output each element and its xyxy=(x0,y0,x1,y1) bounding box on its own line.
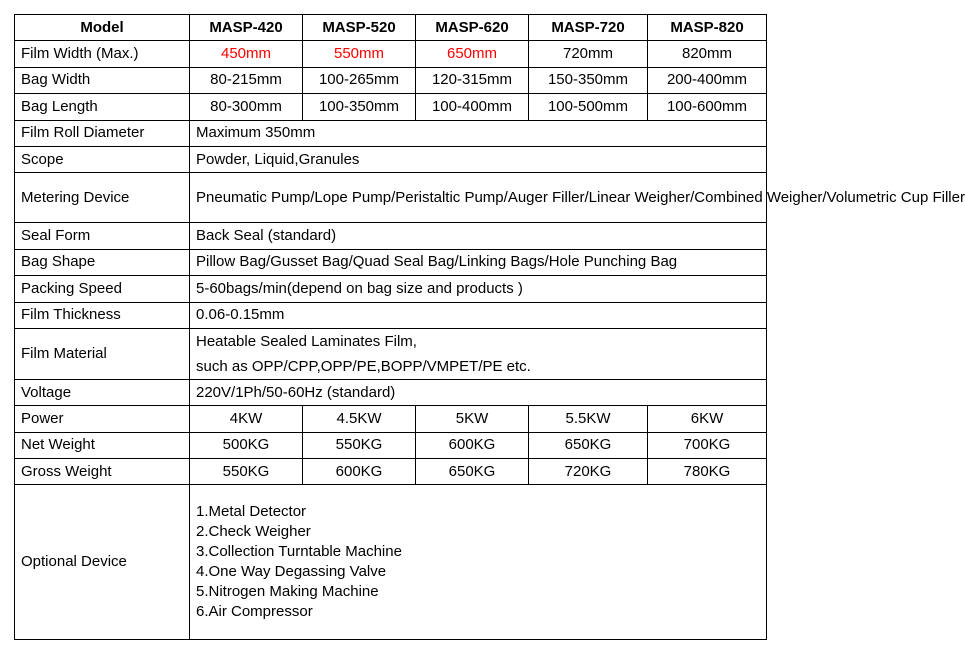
cell-value: 100-600mm xyxy=(648,94,767,120)
row-label: Film Thickness xyxy=(15,302,190,328)
list-item: 3.Collection Turntable Machine xyxy=(196,543,402,561)
film-width-row xyxy=(15,41,767,67)
cell-value: 600KG xyxy=(416,432,529,458)
model-name: MASP-820 xyxy=(648,15,767,41)
scope-row xyxy=(15,146,767,172)
model-name: MASP-520 xyxy=(303,15,416,41)
row-label: Gross Weight xyxy=(15,459,190,485)
film-material-row xyxy=(15,328,767,379)
packing-speed-row xyxy=(15,276,767,302)
cell-value: 80-300mm xyxy=(190,94,303,120)
spec-table xyxy=(14,14,965,640)
row-label: Scope xyxy=(15,146,190,172)
cell-value: 100-500mm xyxy=(529,94,648,120)
metering-device-row xyxy=(15,173,767,223)
cell-value xyxy=(190,328,767,379)
header-row xyxy=(15,15,767,41)
cell-value: 600KG xyxy=(303,459,416,485)
bag-width-row xyxy=(15,67,767,93)
row-label: Metering Device xyxy=(15,173,190,223)
row-label: Net Weight xyxy=(15,432,190,458)
cell-value: 820mm xyxy=(648,41,767,67)
cell-value: 120-315mm xyxy=(416,67,529,93)
cell-value: 450mm xyxy=(190,41,303,67)
cell-value: Pillow Bag/Gusset Bag/Quad Seal Bag/Linking Bags/Hole Punching Bag xyxy=(190,249,767,275)
row-label: Film Material xyxy=(15,328,190,379)
row-label: Bag Length xyxy=(15,94,190,120)
list-item: 4.One Way Degassing Valve xyxy=(196,563,387,581)
cell-value: 650mm xyxy=(416,41,529,67)
cell-value: 700KG xyxy=(648,432,767,458)
cell-value: 500KG xyxy=(190,432,303,458)
row-label: Bag Width xyxy=(15,67,190,93)
cell-value: 100-265mm xyxy=(303,67,416,93)
cell-value: 0.06-0.15mm xyxy=(190,302,767,328)
optional-device-list xyxy=(190,485,767,640)
cell-value: 550mm xyxy=(303,41,416,67)
model-name: MASP-720 xyxy=(529,15,648,41)
cell-value: 650KG xyxy=(416,459,529,485)
cell-value: 720mm xyxy=(529,41,648,67)
list-item: 2.Check Weigher xyxy=(196,523,311,541)
cell-value: 650KG xyxy=(529,432,648,458)
cell-value: Powder, Liquid,Granules xyxy=(190,146,767,172)
cell-value: 6KW xyxy=(648,406,767,432)
row-label: Bag Shape xyxy=(15,249,190,275)
cell-value: 5-60bags/min(depend on bag size and products ) xyxy=(190,276,767,302)
cell-value: 150-350mm xyxy=(529,67,648,93)
row-label: Packing Speed xyxy=(15,276,190,302)
cell-value: 550KG xyxy=(303,432,416,458)
film-material-line: such as OPP/CPP,OPP/PE,BOPP/VMPET/PE etc. xyxy=(196,357,531,375)
bag-length-row xyxy=(15,94,767,120)
list-item: 5.Nitrogen Making Machine xyxy=(196,583,379,601)
cell-value: 4.5KW xyxy=(303,406,416,432)
row-label: Film Roll Diameter xyxy=(15,120,190,146)
cell-value: 780KG xyxy=(648,459,767,485)
cell-value: 100-400mm xyxy=(416,94,529,120)
model-name: MASP-420 xyxy=(190,15,303,41)
cell-value: 5.5KW xyxy=(529,406,648,432)
model-name: MASP-620 xyxy=(416,15,529,41)
cell-value: 720KG xyxy=(529,459,648,485)
cell-value: 4KW xyxy=(190,406,303,432)
net-weight-row xyxy=(15,432,767,458)
film-material-line: Heatable Sealed Laminates Film, xyxy=(196,332,417,350)
bag-shape-row xyxy=(15,249,767,275)
gross-weight-row xyxy=(15,459,767,485)
cell-value: 550KG xyxy=(190,459,303,485)
optional-device-row xyxy=(15,485,767,640)
cell-value: 100-350mm xyxy=(303,94,416,120)
list-item: 1.Metal Detector xyxy=(196,503,307,521)
cell-value: Back Seal (standard) xyxy=(190,223,767,249)
cell-value: Pneumatic Pump/Lope Pump/Peristaltic Pump/Auger Filler/Linear Weigher/Combined Weigher/Volumetric Cup Filler xyxy=(190,173,767,223)
seal-form-row xyxy=(15,223,767,249)
row-label: Film Width (Max.) xyxy=(15,41,190,67)
list-item: 6.Air Compressor xyxy=(196,603,313,621)
cell-value: 220V/1Ph/50-60Hz (standard) xyxy=(190,379,767,405)
model-header: Model xyxy=(15,15,190,41)
cell-value: Maximum 350mm xyxy=(190,120,767,146)
film-roll-diameter-row xyxy=(15,120,767,146)
voltage-row xyxy=(15,379,767,405)
power-row xyxy=(15,406,767,432)
cell-value: 5KW xyxy=(416,406,529,432)
row-label: Optional Device xyxy=(15,485,190,640)
film-thickness-row xyxy=(15,302,767,328)
row-label: Seal Form xyxy=(15,223,190,249)
cell-value: 200-400mm xyxy=(648,67,767,93)
cell-value: 80-215mm xyxy=(190,67,303,93)
row-label: Voltage xyxy=(15,379,190,405)
row-label: Power xyxy=(15,406,190,432)
